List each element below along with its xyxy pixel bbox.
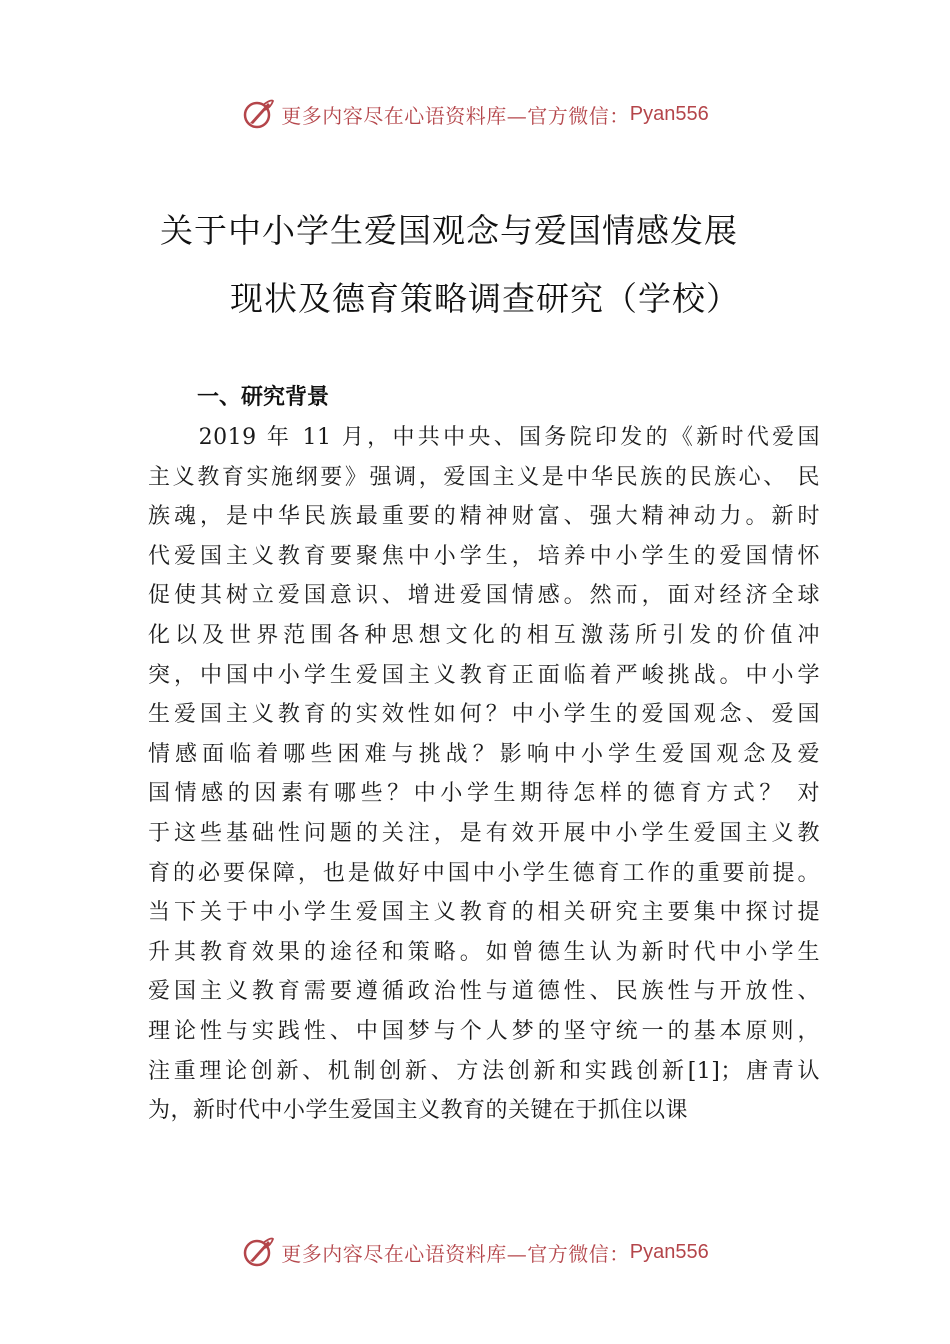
body-line: 国情感的因素有哪些？中小学生期待怎样的德育方式？ 对 [148, 781, 820, 807]
wechat-id: Pyan556 [629, 1240, 709, 1263]
body-line: 生爱国主义教育的实效性如何？中小学生的爱国观念、爱国 [148, 702, 820, 728]
watermark-text: 更多内容尽在心语资料库—官方微信： [281, 1241, 630, 1266]
quill-logo-icon [241, 97, 275, 131]
body-line: 主义教育实施纲要》强调，爱国主义是中华民族的民族心、 民 [148, 464, 820, 490]
body-line: 为，新时代中小学生爱国主义教育的关键在于抓住以课 [148, 1098, 689, 1124]
body-line: 于这些基础性问题的关注，是有效开展中小学生爱国主义教 [148, 820, 820, 846]
body-line: 族魂，是中华民族最重要的精神财富、强大精神动力。新时 [148, 504, 820, 530]
body-line: 情感面临着哪些困难与挑战？影响中小学生爱国观念及爱 [148, 741, 820, 767]
section-heading: 一、研究背景 [197, 385, 330, 410]
body-paragraph [148, 418, 820, 1131]
quill-logo-icon [241, 1235, 275, 1269]
body-line: 理论性与实践性、中国梦与个人梦的坚守统一的基本原则， [148, 1018, 820, 1044]
body-line: 促使其树立爱国意识、增进爱国情感。然而，面对经济全球 [148, 583, 820, 609]
wechat-id: Pyan556 [629, 102, 709, 125]
document-title-line-2: 现状及德育策略调查研究（学校） [230, 279, 740, 318]
body-line: 当下关于中小学生爱国主义教育的相关研究主要集中探讨提 [148, 900, 820, 926]
watermark-footer [0, 1232, 950, 1272]
watermark-text: 更多内容尽在心语资料库—官方微信： [281, 103, 630, 128]
body-line: 代爱国主义教育要聚焦中小学生，培养中小学生的爱国情怀 [148, 543, 820, 569]
body-line: 育的必要保障，也是做好中国中小学生德育工作的重要前提。 [148, 860, 820, 886]
body-line: 升其教育效果的途径和策略。如曾德生认为新时代中小学生 [148, 939, 820, 965]
body-line: 突，中国中小学生爱国主义教育正面临着严峻挑战。中小学 [148, 662, 820, 688]
watermark-header [0, 94, 950, 134]
document-title-line-1: 关于中小学生爱国观念与爱国情感发展 [160, 211, 738, 250]
body-line: 2019 年 11 月，中共中央、国务院印发的《新时代爱国 [148, 425, 820, 450]
body-line: 注重理论创新、机制创新、方法创新和实践创新[1]；唐青认 [148, 1058, 820, 1084]
body-line: 化以及世界范围各种思想文化的相互激荡所引发的价值冲 [148, 622, 820, 648]
body-line: 爱国主义教育需要遵循政治性与道德性、民族性与开放性、 [148, 979, 820, 1005]
